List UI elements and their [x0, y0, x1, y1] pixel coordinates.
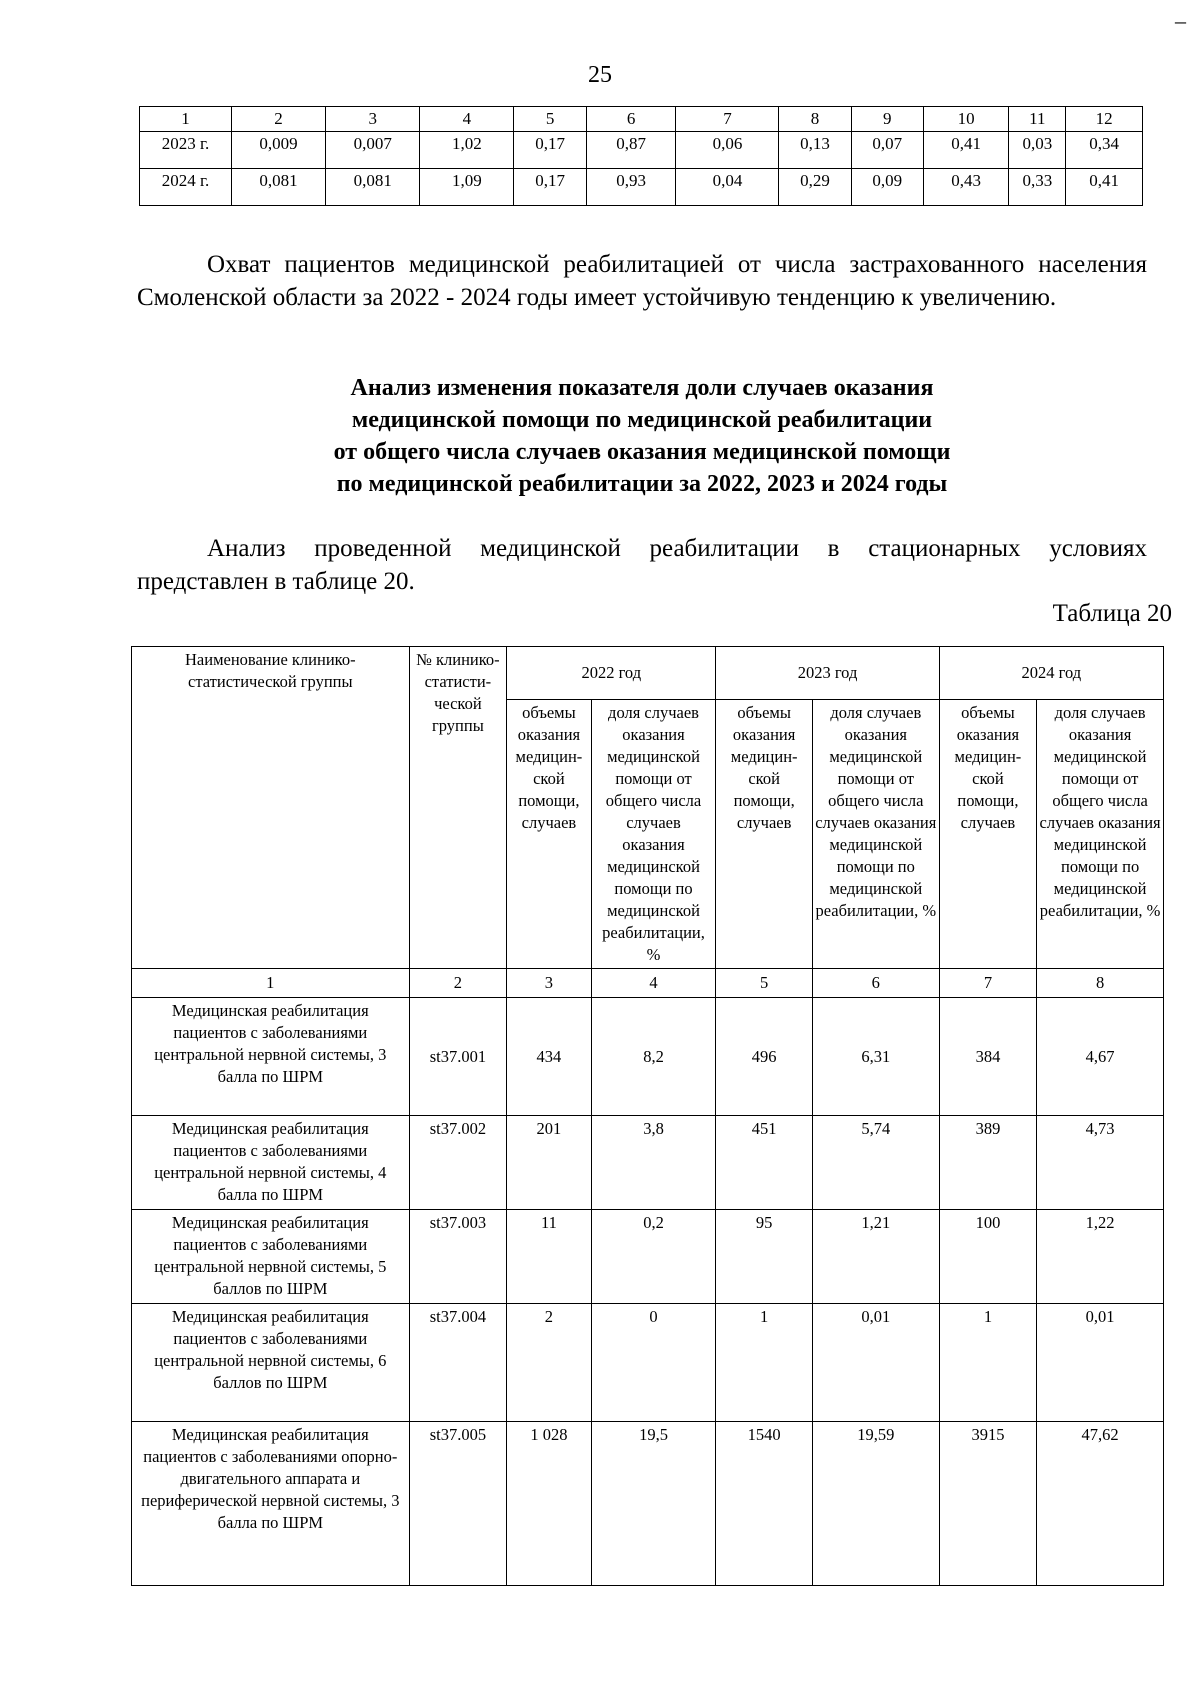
- share-2024: 47,62: [1037, 1422, 1164, 1586]
- share-2024: 4,73: [1037, 1116, 1164, 1210]
- volume-2023: 496: [716, 998, 813, 1116]
- table-cell: 0,13: [779, 132, 851, 169]
- column-number: 7: [939, 969, 1037, 998]
- share-header: доля случаев оказания медицинской помощи от общего числа случаев оказания медицинской помощи по медицинской реабилитации, %: [1037, 700, 1164, 969]
- analysis-paragraph: [137, 532, 1147, 598]
- table-cell: 8: [779, 107, 851, 132]
- group-code: st37.003: [409, 1210, 507, 1304]
- share-2024: 0,01: [1037, 1304, 1164, 1422]
- share-2022: 3,8: [591, 1116, 716, 1210]
- group-code: st37.002: [409, 1116, 507, 1210]
- section-heading: [137, 372, 1147, 500]
- volume-2024: 384: [939, 998, 1037, 1116]
- table-cell: 11: [1009, 107, 1066, 132]
- volume-2022: 1 028: [507, 1422, 591, 1586]
- table-cell: 0,41: [1066, 169, 1143, 206]
- table-cell: 0,41: [923, 132, 1008, 169]
- share-2022: 19,5: [591, 1422, 716, 1586]
- heading-line: Анализ изменения показателя доли случаев оказания: [350, 375, 934, 401]
- share-2024: 1,22: [1037, 1210, 1164, 1304]
- table-row: [132, 1304, 1164, 1422]
- volume-2024: 3915: [939, 1422, 1037, 1586]
- table-cell: 4: [420, 107, 514, 132]
- share-2022: 0: [591, 1304, 716, 1422]
- table-cell: 0,081: [326, 169, 420, 206]
- group-name: Медицинская реабилитация пациентов с заболеваниями центральной нервной системы, 4 балла по ШРМ: [132, 1116, 410, 1210]
- table-cell: 0,43: [923, 169, 1008, 206]
- col-name-header: Наименование клинико-статистической группы: [132, 647, 410, 969]
- table-cell: 0,081: [231, 169, 325, 206]
- share-2023: 1,21: [812, 1210, 939, 1304]
- table-cell: 7: [676, 107, 779, 132]
- column-number: 2: [409, 969, 507, 998]
- table-cell: 0,07: [851, 132, 923, 169]
- volume-2023: 451: [716, 1116, 813, 1210]
- table-cell: 0,34: [1066, 132, 1143, 169]
- column-number: 3: [507, 969, 591, 998]
- share-header: доля случаев оказания медицинской помощи от общего числа случаев оказания медицинской помощи по медицинской реабилитации, %: [591, 700, 716, 969]
- year-2024-header: 2024 год: [939, 647, 1163, 700]
- volume-2023: 1540: [716, 1422, 813, 1586]
- table-cell: 10: [923, 107, 1008, 132]
- corner-mark: –: [1175, 8, 1186, 33]
- table-cell: 0,09: [851, 169, 923, 206]
- table-cell: 1: [140, 107, 232, 132]
- volume-2022: 11: [507, 1210, 591, 1304]
- share-2023: 0,01: [812, 1304, 939, 1422]
- table-cell: 0,17: [514, 169, 586, 206]
- year-2022-header: 2022 год: [507, 647, 716, 700]
- volume-header: объемы оказания медицин-ской помощи, случаев: [716, 700, 813, 969]
- table-row: [140, 169, 1143, 206]
- table-cell: 0,009: [231, 132, 325, 169]
- volume-2024: 100: [939, 1210, 1037, 1304]
- table-row: [132, 998, 1164, 1116]
- coverage-paragraph: [137, 248, 1147, 314]
- volume-2022: 201: [507, 1116, 591, 1210]
- table-cell: 2024 г.: [140, 169, 232, 206]
- table-cell: 2: [231, 107, 325, 132]
- volume-header: объемы оказания медицин-ской помощи, случаев: [507, 700, 591, 969]
- group-name: Медицинская реабилитация пациентов с заболеваниями центральной нервной системы, 6 баллов по ШРМ: [132, 1304, 410, 1422]
- table-cell: 0,03: [1009, 132, 1066, 169]
- table-cell: 0,29: [779, 169, 851, 206]
- share-2024: 4,67: [1037, 998, 1164, 1116]
- volume-2023: 95: [716, 1210, 813, 1304]
- table-cell: 0,93: [586, 169, 676, 206]
- heading-line: медицинской помощи по медицинской реабилитации: [351, 407, 933, 433]
- paragraph-text: Охват пациентов медицинской реабилитацией от числа застрахованного населения Смоленской области за 2022 - 2024 годы имеет устойчивую тенденцию к увеличению.: [137, 251, 1147, 311]
- table-caption: Таблица 20: [1052, 600, 1172, 627]
- group-code: st37.005: [409, 1422, 507, 1586]
- table-header-row: [132, 647, 1164, 700]
- group-name: Медицинская реабилитация пациентов с заболеваниями центральной нервной системы, 5 баллов по ШРМ: [132, 1210, 410, 1304]
- table-row: [132, 1116, 1164, 1210]
- table-header-row: [140, 107, 1143, 132]
- share-header: доля случаев оказания медицинской помощи от общего числа случаев оказания медицинской помощи по медицинской реабилитации, %: [812, 700, 939, 969]
- share-2022: 0,2: [591, 1210, 716, 1304]
- volume-header: объемы оказания медицин-ской помощи, случаев: [939, 700, 1037, 969]
- column-number-row: [132, 969, 1164, 998]
- volume-2022: 2: [507, 1304, 591, 1422]
- table-cell: 5: [514, 107, 586, 132]
- table-cell: 0,06: [676, 132, 779, 169]
- heading-line: от общего числа случаев оказания медицинской помощи: [333, 439, 951, 465]
- continuation-table: [139, 106, 1143, 206]
- volume-2024: 389: [939, 1116, 1037, 1210]
- share-2022: 8,2: [591, 998, 716, 1116]
- table-cell: 12: [1066, 107, 1143, 132]
- col-code-header: № клинико-статисти-ческой группы: [409, 647, 507, 969]
- group-code: st37.004: [409, 1304, 507, 1422]
- volume-2022: 434: [507, 998, 591, 1116]
- year-2023-header: 2023 год: [716, 647, 939, 700]
- table-cell: 0,87: [586, 132, 676, 169]
- table-cell: 0,33: [1009, 169, 1066, 206]
- table-row: [132, 1422, 1164, 1586]
- table-cell: 9: [851, 107, 923, 132]
- group-name: Медицинская реабилитация пациентов с заболеваниями опорно-двигательного аппарата и периферической нервной системы, 3 балла по ШРМ: [132, 1422, 410, 1586]
- table-cell: 0,17: [514, 132, 586, 169]
- column-number: 1: [132, 969, 410, 998]
- column-number: 4: [591, 969, 716, 998]
- table-row: [132, 1210, 1164, 1304]
- table-cell: 3: [326, 107, 420, 132]
- share-2023: 6,31: [812, 998, 939, 1116]
- column-number: 6: [812, 969, 939, 998]
- table-row: [140, 132, 1143, 169]
- volume-2024: 1: [939, 1304, 1037, 1422]
- share-2023: 5,74: [812, 1116, 939, 1210]
- table-cell: 0,007: [326, 132, 420, 169]
- table-cell: 0,04: [676, 169, 779, 206]
- table-cell: 1,02: [420, 132, 514, 169]
- table-cell: 2023 г.: [140, 132, 232, 169]
- volume-2023: 1: [716, 1304, 813, 1422]
- share-2023: 19,59: [812, 1422, 939, 1586]
- heading-line: по медицинской реабилитации за 2022, 2023 и 2024 годы: [336, 471, 948, 497]
- rehab-table: [131, 646, 1164, 1586]
- table-cell: 6: [586, 107, 676, 132]
- group-code: st37.001: [409, 998, 507, 1116]
- column-number: 5: [716, 969, 813, 998]
- page-number: 25: [588, 62, 612, 88]
- column-number: 8: [1037, 969, 1164, 998]
- group-name: Медицинская реабилитация пациентов с заболеваниями центральной нервной системы, 3 балла по ШРМ: [132, 998, 410, 1116]
- paragraph-text: Анализ проведенной медицинской реабилитации в стационарных условиях представлен в таблице 20.: [137, 535, 1147, 595]
- table-cell: 1,09: [420, 169, 514, 206]
